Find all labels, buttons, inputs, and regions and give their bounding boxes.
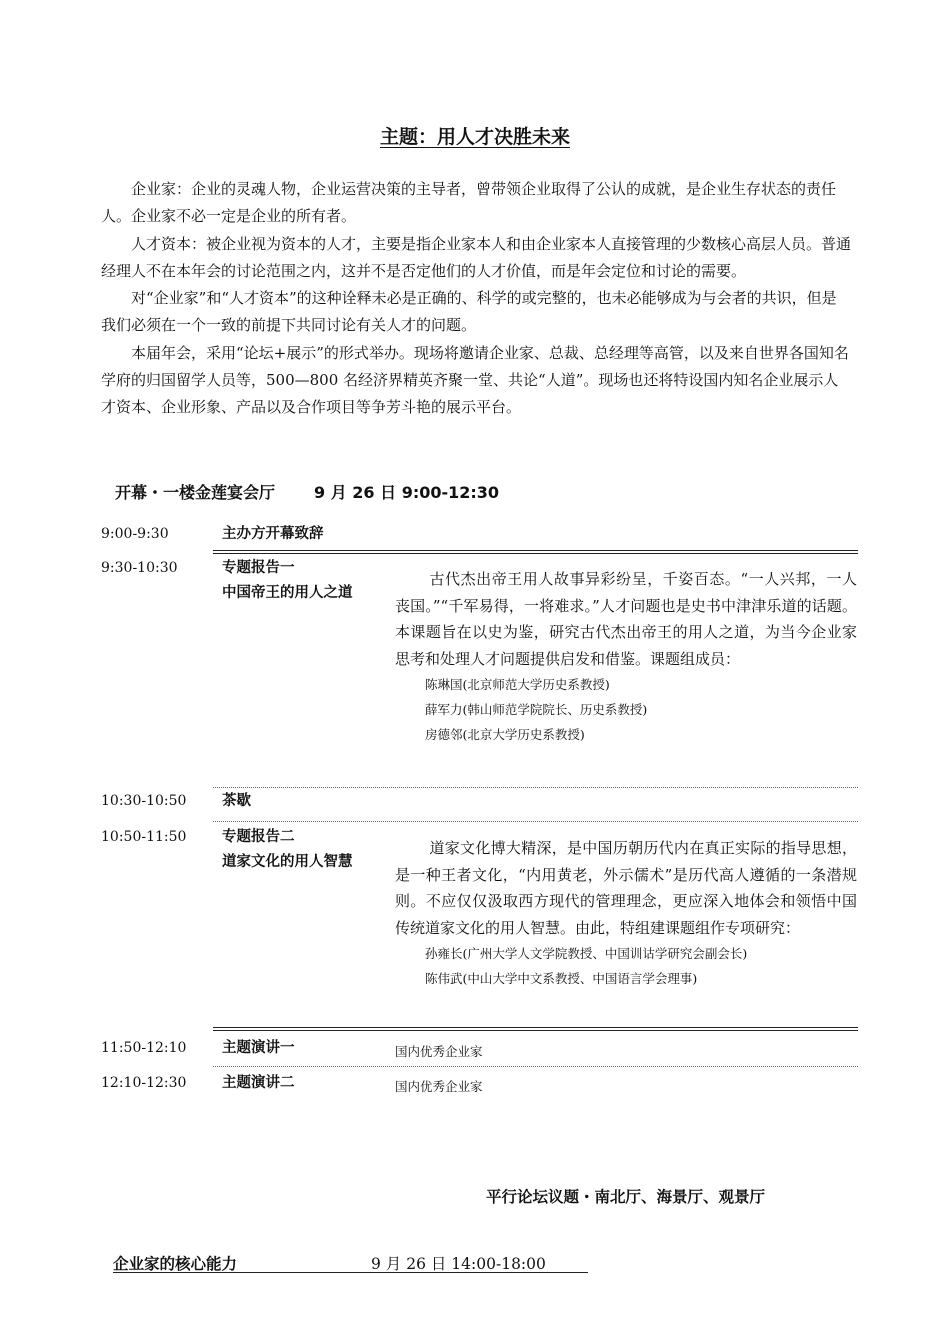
event-description bbox=[395, 835, 857, 991]
core-session-datetime: 9 月 26 日 14:00-18:00 bbox=[371, 1255, 546, 1273]
member: 陈伟武(中山大学中文系教授、中国语言学会理事) bbox=[425, 971, 698, 986]
core-session-heading bbox=[113, 1252, 546, 1274]
divider bbox=[213, 1066, 858, 1067]
schedule-event bbox=[222, 556, 353, 606]
schedule-event: 茶歇 bbox=[222, 793, 251, 809]
event-label: 专题报告二 bbox=[222, 829, 295, 845]
opening-datetime: 9 月 26 日 9:00-12:30 bbox=[314, 483, 500, 502]
member: 陈琳国(北京师范大学历史系教授) bbox=[425, 677, 610, 692]
intro-paragraph: 企业家：企业的灵魂人物，企业运营决策的主导者，曾带领企业取得了公认的成就，是企业生存状态的责任人。企业家不必一定是企业的所有者。 bbox=[101, 180, 837, 226]
schedule-event: 主题演讲一 bbox=[222, 1040, 295, 1056]
speaker-note: 国内优秀企业家 bbox=[395, 1079, 483, 1094]
opening-heading bbox=[115, 480, 499, 503]
member: 房德邻(北京大学历史系教授) bbox=[425, 727, 585, 742]
speaker-note: 国内优秀企业家 bbox=[395, 1044, 483, 1059]
schedule-time: 10:30-10:50 bbox=[101, 793, 187, 809]
divider bbox=[213, 553, 858, 554]
schedule-time: 9:00-9:30 bbox=[101, 526, 169, 542]
event-description bbox=[395, 566, 857, 747]
parallel-forum-heading: 平行论坛议题・南北厅、海景厅、观景厅 bbox=[486, 1188, 766, 1206]
description-text: 道家文化博大精深，是中国历朝历代内在真正实际的指导思想，是一种王者文化，“内用黄老，外示儒术”是历代高人遵循的一条潜规则。不应仅仅汲取西方现代的管理理念，更应深入地体会和领悟中国传统道家文化的用人智慧。由此，特组建课题组作专项研究： bbox=[395, 839, 857, 937]
schedule-event: 主题演讲二 bbox=[222, 1075, 295, 1091]
intro-paragraph: 人才资本：被企业视为资本的人才，主要是指企业家本人和由企业家本人直接管理的少数核心高层人员。普通经理人不在本年会的讨论范围之内，这并不是否定他们的人才价值，而是年会定位和讨论的需要。 bbox=[101, 234, 852, 280]
core-session-title: 企业家的核心能力 bbox=[113, 1255, 238, 1273]
event-title: 道家文化的用人智慧 bbox=[222, 854, 353, 870]
event-label: 专题报告一 bbox=[222, 560, 295, 576]
description-text: 古代杰出帝王用人故事异彩纷呈，千姿百态。“一人兴邦，一人丧国。”“千军易得，一将难求。”人才问题也是史书中津津乐道的话题。本课题旨在以史为鉴，研究古代杰出帝王的用人之道，为当今企业家思考和处理人才问题提供启发和借鉴。课题组成员： bbox=[395, 570, 857, 668]
intro-paragraph: 对“企业家”和“人才资本”的这种诠释未必是正确的、科学的或完整的，也未必能够成为与会者的共识，但是我们必须在一个一致的前提下共同讨论有关人才的问题。 bbox=[101, 289, 837, 335]
schedule-time: 10:50-11:50 bbox=[101, 829, 187, 845]
schedule-event: 主办方开幕致辞 bbox=[222, 526, 324, 542]
schedule-event bbox=[222, 825, 353, 875]
member: 薛军力(韩山师范学院院长、历史系教授) bbox=[425, 702, 648, 717]
underline-divider bbox=[113, 1272, 588, 1273]
schedule-time: 12:10-12:30 bbox=[101, 1075, 187, 1091]
intro-text bbox=[101, 176, 851, 422]
event-title: 中国帝王的用人之道 bbox=[222, 585, 353, 601]
schedule-time: 9:30-10:30 bbox=[101, 560, 178, 576]
divider bbox=[213, 1030, 858, 1031]
page-title: 主题：用人才决胜未来 bbox=[379, 126, 570, 148]
divider bbox=[213, 787, 858, 788]
divider bbox=[213, 550, 858, 551]
divider bbox=[213, 821, 858, 822]
member: 孙雍长(广州大学人文学院教授、中国训诂学研究会副会长) bbox=[425, 946, 748, 961]
opening-venue: 开幕・一楼金莲宴会厅 bbox=[115, 483, 276, 502]
intro-paragraph: 本届年会，采用“论坛+展示”的形式举办。现场将邀请企业家、总裁、总经理等高管，以及来自世界各国知名学府的归国留学人员等，500—800 名经济界精英齐聚一堂、共论“人道”。现场也还将特设国内知名企业展示人才资本、企业形象、产品以及合作项目等争芳斗艳的展示平台。 bbox=[101, 343, 849, 417]
divider bbox=[213, 1027, 858, 1028]
schedule-time: 11:50-12:10 bbox=[101, 1040, 187, 1056]
